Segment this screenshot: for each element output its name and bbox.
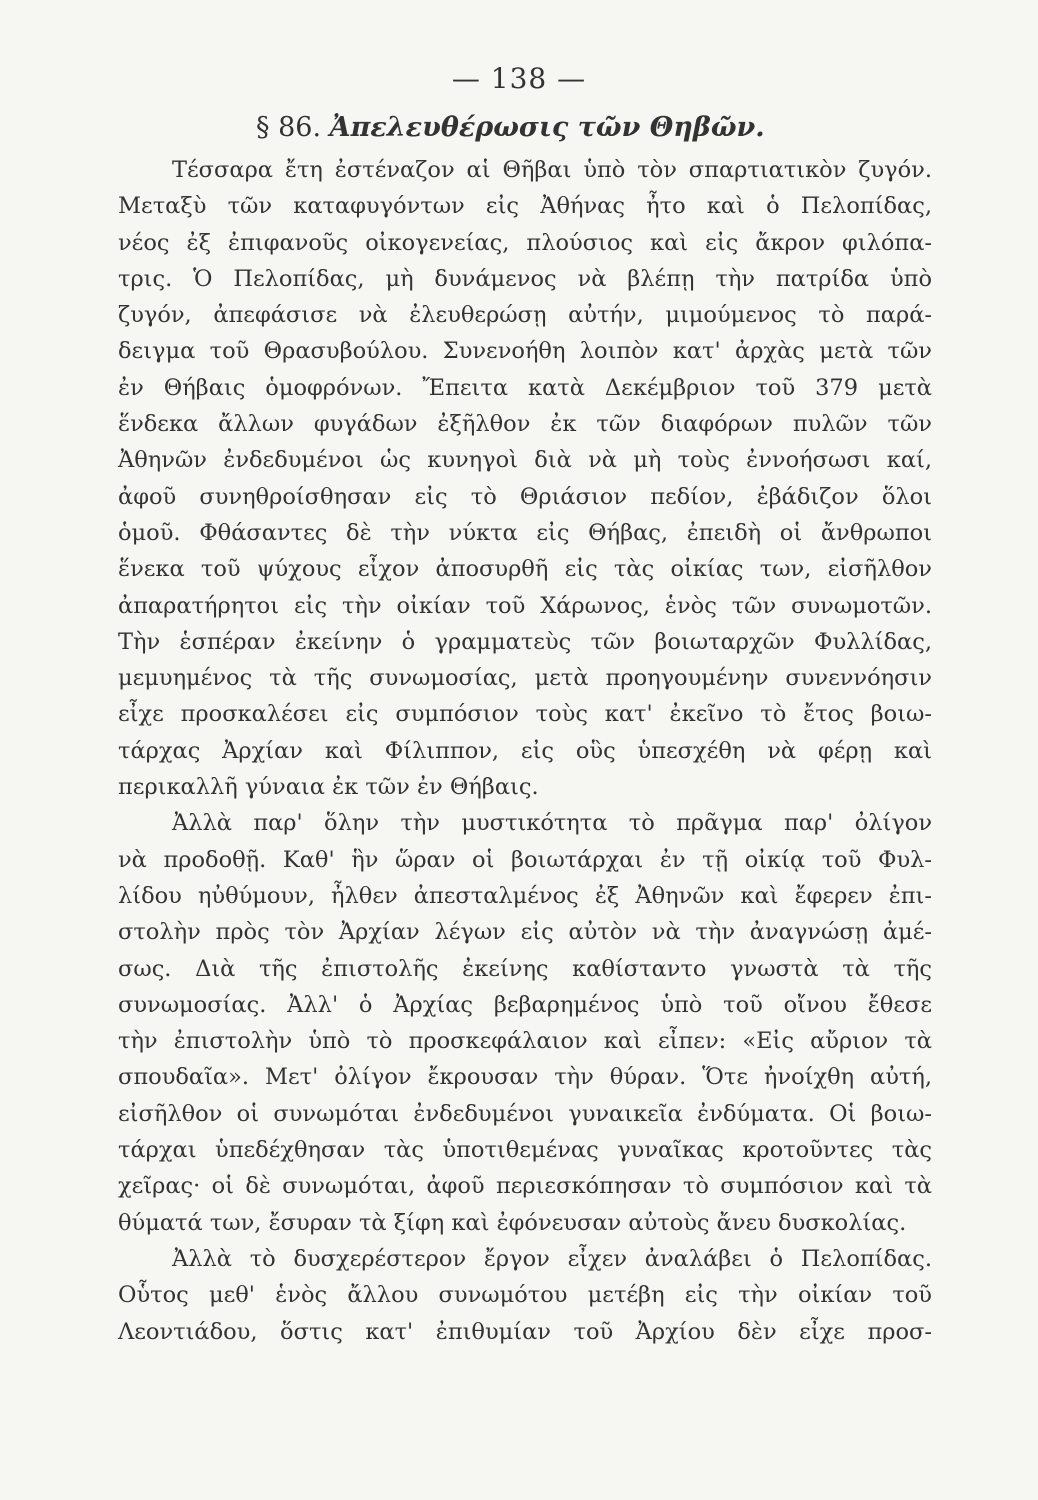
text-line: Λεοντιάδου, ὅστις κατ' ἐπιθυμίαν τοῦ Ἀρχίου δὲν εἶχε προσ- xyxy=(118,1318,932,1345)
text-line: λίδου ηὐθύμουν, ἦλθεν ἀπεσταλμένος ἐξ Ἀθηνῶν καὶ ἔφερεν ἐπι- xyxy=(118,882,932,909)
text-line: συνωμοσίας. Ἀλλ' ὁ Ἀρχίας βεβαρημένος ὑπὸ τοῦ οἴνου ἔθεσε xyxy=(118,991,932,1018)
text-line: νὰ προδοθῇ. Καθ' ἣν ὥραν οἱ βοιωτάρχαι ἐν τῇ οἰκίᾳ τοῦ Φυλ- xyxy=(118,846,932,873)
text-line: σως. Διὰ τῆς ἐπιστολῆς ἐκείνης καθίσταντο γνωστὰ τὰ τῆς xyxy=(118,955,932,982)
text-line: δειγμα τοῦ Θρασυβούλου. Συνενοήθη λοιπὸν κατ' ἀρχὰς μετὰ τῶν xyxy=(118,338,932,365)
text-line: Ἀλλὰ παρ' ὅλην τὴν μυστικότητα τὸ πρᾶγμα παρ' ὀλίγον xyxy=(172,810,932,837)
text-line: τρις. Ὁ Πελοπίδας, μὴ δυνάμενος νὰ βλέπῃ τὴν πατρίδα ὑπὸ xyxy=(118,265,932,292)
text-line: νέος ἐξ ἐπιφανοῦς οἰκογενείας, πλούσιος καὶ εἰς ἄκρον φιλόπα- xyxy=(118,229,932,256)
text-line: σπουδαῖα». Μετ' ὀλίγον ἔκρουσαν τὴν θύραν. Ὅτε ἠνοίχθη αὐτή, xyxy=(118,1064,932,1091)
text-line: ἐν Θήβαις ὁμοφρόνων. Ἔπειτα κατὰ Δεκέμβριον τοῦ 379 μετὰ xyxy=(118,374,932,401)
text-line: Μεταξὺ τῶν καταφυγόντων εἰς Ἀθήνας ἦτο καὶ ὁ Πελοπίδας, xyxy=(118,193,932,220)
text-line: τάρχαι ὑπεδέχθησαν τὰς ὑποτιθεμένας γυναῖκας κροτοῦντες τὰς xyxy=(118,1137,932,1164)
text-line: χεῖρας· οἱ δὲ συνωμόται, ἀφοῦ περιεσκόπησαν τὸ συμπόσιον καὶ τὰ xyxy=(118,1173,932,1200)
text-line: ἀπαρατήρητοι εἰς τὴν οἰκίαν τοῦ Χάρωνος, ἑνὸς τῶν συνωμοτῶν. xyxy=(118,592,932,619)
text-line: ὁμοῦ. Φθάσαντες δὲ τὴν νύκτα εἰς Θήβας, ἐπειδὴ οἱ ἄνθρωποι xyxy=(118,519,932,546)
text-line: Οὗτος μεθ' ἑνὸς ἄλλου συνωμότου μετέβη εἰς τὴν οἰκίαν τοῦ xyxy=(118,1282,932,1309)
text-line: εἶχε προσκαλέσει εἰς συμπόσιον τοὺς κατ' ἐκεῖνο τὸ ἔτος βοιω- xyxy=(118,701,932,728)
text-line: στολὴν πρὸς τὸν Ἀρχίαν λέγων εἰς αὐτὸν νὰ τὴν ἀναγνώσῃ ἀμέ- xyxy=(118,919,932,946)
page-number: — 138 — xyxy=(451,62,587,95)
section-number: § 86. xyxy=(256,112,322,143)
text-line: τάρχας Ἀρχίαν καὶ Φίλιππον, εἰς οὓς ὑπεσχέθη νὰ φέρῃ καὶ xyxy=(118,737,932,764)
text-line: ζυγόν, ἀπεφάσισε νὰ ἐλευθερώσῃ αὐτήν, μιμούμενος τὸ παρά- xyxy=(118,302,932,329)
text-line: Ἀλλὰ τὸ δυσχερέστερον ἔργον εἶχεν ἀναλάβει ὁ Πελοπίδας. xyxy=(172,1245,932,1272)
text-line: θύματά των, ἔσυραν τὰ ξίφη καὶ ἐφόνευσαν αὐτοὺς ἄνευ δυσκολίας. xyxy=(118,1209,907,1236)
text-line: μεμυημένος τὰ τῆς συνωμοσίας, μετὰ προηγουμένην συνεννόησιν xyxy=(118,665,932,692)
section-title: Ἀπελευθέρωσις τῶν Θηβῶν. xyxy=(329,112,765,143)
text-line: εἰσῆλθον οἱ συνωμόται ἐνδεδυμένοι γυναικεῖα ἐνδύματα. Οἱ βοιω- xyxy=(118,1100,932,1127)
text-line: ἀφοῦ συνηθροίσθησαν εἰς τὸ Θριάσιον πεδίον, ἐβάδιζον ὅλοι xyxy=(118,483,932,510)
body-text xyxy=(118,152,932,1350)
text-line: τὴν ἐπιστολὴν ὑπὸ τὸ προσκεφάλαιον καὶ εἶπεν: «Εἰς αὔριον τὰ xyxy=(118,1028,932,1055)
text-line: ἕνεκα τοῦ ψύχους εἶχον ἀποσυρθῆ εἰς τὰς οἰκίας των, εἰσῆλθον xyxy=(118,556,932,583)
section-heading xyxy=(256,112,765,143)
text-line: περικαλλῆ γύναια ἐκ τῶν ἐν Θήβαις. xyxy=(118,774,539,801)
text-line: ἕνδεκα ἄλλων φυγάδων ἐξῆλθον ἐκ τῶν διαφόρων πυλῶν τῶν xyxy=(118,411,932,438)
text-line: Τέσσαρα ἔτη ἐστέναζον αἱ Θῆβαι ὑπὸ τὸν σπαρτιατικὸν ζυγόν. xyxy=(172,157,932,183)
text-line: Τὴν ἑσπέραν ἐκείνην ὁ γραμματεὺς τῶν βοιωταρχῶν Φυλλίδας, xyxy=(118,628,932,655)
text-line: Ἀθηνῶν ἐνδεδυμένοι ὡς κυνηγοὶ διὰ νὰ μὴ τοὺς ἐννοήσωσι καί, xyxy=(118,447,932,474)
